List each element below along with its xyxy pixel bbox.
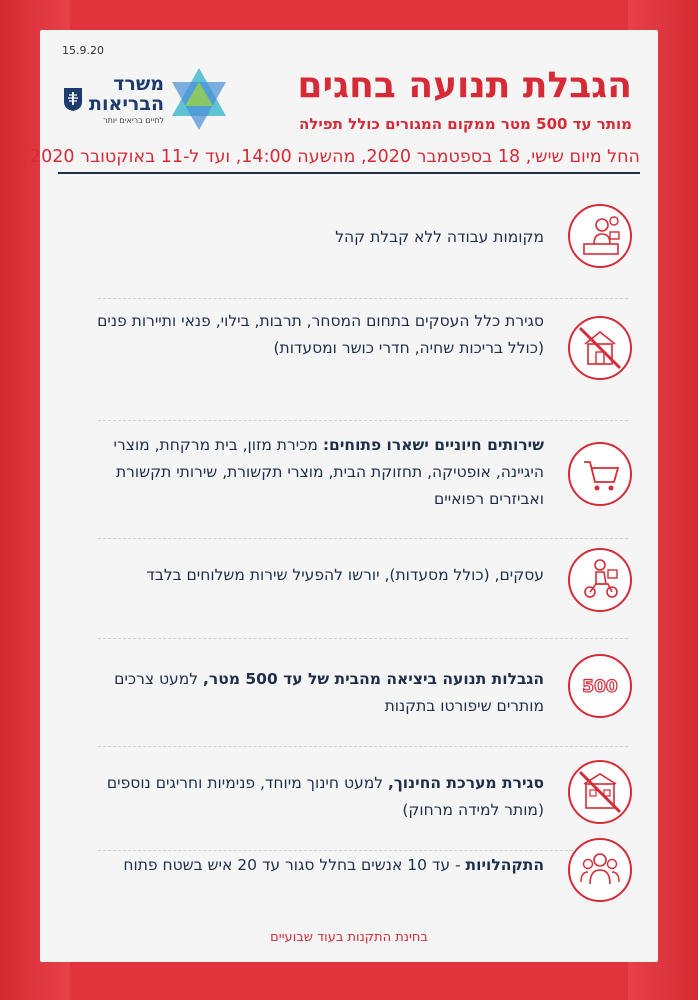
logo-text [80, 74, 164, 125]
list-item [70, 624, 632, 724]
list-item-bold: סגירת מערכת החינוך, [387, 774, 544, 792]
list-item [70, 200, 632, 280]
delivery-scooter-icon [568, 548, 632, 612]
effective-dates: החל מיום שישי, 18 בספטמבר 2020, מהשעה 14:00, ועד ל-11 באוקטובר 2020 [58, 144, 640, 174]
logo-line2: הבריאות [88, 93, 164, 115]
list-item-body: סגירת כלל העסקים בתחום המסחר, תרבות, בילוי, פנאי ותיירות פנים (כולל בריכות שחיה, חדרי כושר ומסעדות) [97, 312, 544, 357]
list-item-body: למעט צרכים מותרים שיפורטו בתקנות [114, 670, 544, 715]
list-item-body: מכירת מזון, בית מרקחת, מוצרי היגיינה, אופטיקה, תחזוקת הבית, מוצרי תקשורת, שירותי תקשורת ואביזרים רפואיים [113, 436, 544, 508]
list-item [70, 534, 632, 624]
ministry-of-health-logo [56, 66, 228, 136]
list-item [70, 736, 632, 836]
closed-business-icon [568, 316, 632, 380]
list-item-bold: שירותים חיוניים ישארו פתוחים: [322, 436, 544, 454]
list-item-bold: התקהלויות [465, 856, 544, 874]
list-item-text [70, 224, 544, 251]
publish-date: 15.9.20 [62, 44, 104, 57]
page-title: הגבלת תנועה בחגים [297, 65, 632, 106]
workplace-icon [568, 204, 632, 268]
page-subtitle: מותר עד 500 מטר ממקום המגורים כולל תפילה [299, 115, 632, 133]
shopping-cart-icon [568, 442, 632, 506]
list-item-body: למעט חינוך מיוחד, פנימיות וחריגים נוספים (מותר למידה מרחוק) [106, 774, 544, 819]
list-item-body: מקומות עבודה ללא קבלת קהל [335, 228, 544, 246]
list-item-text [70, 666, 544, 720]
list-item-text [70, 852, 544, 879]
closed-school-icon [568, 760, 632, 824]
500-meters-icon [568, 654, 632, 718]
divider [98, 298, 628, 299]
logo-tagline: לחיים בריאים יותר [103, 116, 164, 125]
notice-card [29, 30, 658, 962]
list-item [70, 834, 632, 924]
list-item-bold: הגבלות תנועה ביציאה מהבית של עד 500 מטר, [203, 670, 544, 688]
list-item-text [70, 308, 544, 362]
footer-note: בחינת התקנות בעוד שבועיים [270, 930, 428, 945]
logo-line1: משרד [113, 73, 164, 95]
list-item-text [70, 562, 544, 589]
gathering-icon [568, 838, 632, 902]
svg-text:500: 500 [582, 677, 618, 697]
list-item-text [70, 432, 544, 513]
list-item-body: - עד 10 אנשים בחלל סגור עד 20 איש בשטח פתוח [123, 856, 466, 874]
list-item-text [70, 770, 544, 824]
list-item [70, 402, 632, 522]
list-item [70, 308, 632, 416]
list-item-body: עסקים, (כולל מסעדות), יורשו להפעיל שירות משלוחים בלבד [146, 566, 544, 584]
